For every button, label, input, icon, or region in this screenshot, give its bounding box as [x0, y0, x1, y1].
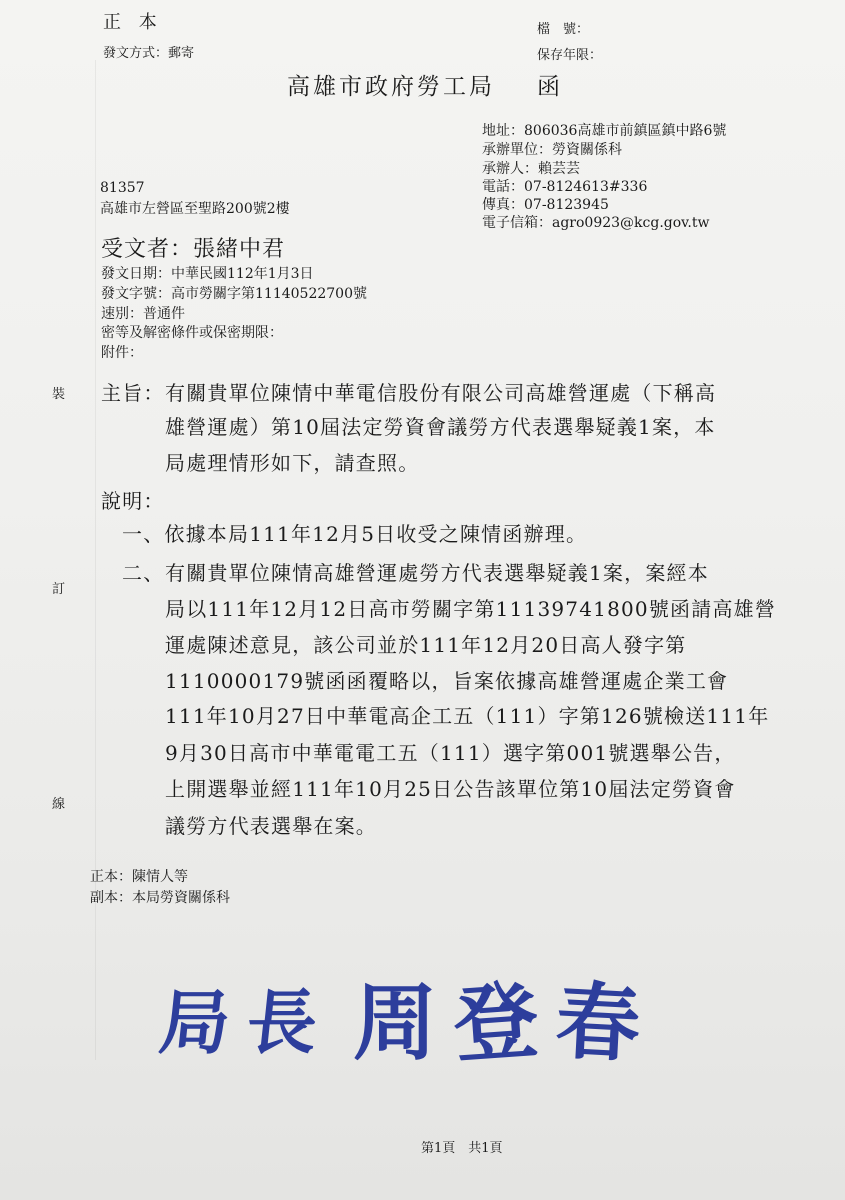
- signature-char: 登: [451, 969, 542, 1075]
- signature-char: 周: [352, 972, 437, 1072]
- original-recipient: 正本：陳情人等: [90, 869, 188, 885]
- subject-line-3: 局處理情形如下，請查照。: [165, 451, 420, 475]
- copy-recipient: 副本：本局勞資關係科: [90, 890, 230, 906]
- handling-unit: 承辦單位：勞資關係科: [482, 142, 622, 158]
- page-number: 第1頁 共1頁: [421, 1141, 503, 1156]
- recipient-address: 高雄市左營區至聖路200號2樓: [100, 201, 290, 217]
- signature-char: 長: [243, 980, 322, 1064]
- file-number-label: 檔 號：: [537, 22, 590, 37]
- explanation-item-2-prefix: 二、: [122, 561, 165, 585]
- retention-label: 保存年限：: [537, 48, 603, 63]
- binding-mark-bind: 裝: [52, 387, 66, 402]
- issue-date: 發文日期：中華民國112年1月3日: [101, 266, 314, 282]
- page-fold-line: [95, 60, 96, 1060]
- fax-number: 傳真：07-8123945: [482, 197, 609, 213]
- director-signature-stamp: [155, 969, 643, 1075]
- explanation-item-2-line-8: 議勞方代表選舉在案。: [165, 814, 377, 838]
- subject-label: 主旨：: [101, 381, 165, 405]
- send-method: 發文方式：郵寄: [103, 46, 195, 61]
- delivery-speed: 速別：普通件: [101, 306, 185, 322]
- explanation-label: 說明：: [101, 489, 165, 513]
- attachment: 附件：: [101, 345, 143, 361]
- recipient-name: 受文者：張緒中君: [101, 237, 286, 262]
- explanation-item-2-line-7: 上開選舉並經111年10月25日公告該單位第10屆法定勞資會: [165, 777, 736, 801]
- doc-type-title: 函: [537, 74, 563, 100]
- signature-char: 春: [553, 970, 643, 1074]
- signature-char: 局: [155, 980, 235, 1064]
- security-level: 密等及解密條件或保密期限：: [101, 325, 283, 341]
- explanation-item-2-line-4: 1110000179號函函覆略以，旨案依據高雄營運處企業工會: [165, 669, 729, 693]
- agency-title: 高雄市政府勞工局: [287, 74, 495, 100]
- explanation-item-2-line-6: 9月30日高市中華電電工五（111）選字第001號選舉公告，: [165, 741, 736, 765]
- explanation-item-1: 一、依據本局111年12月5日收受之陳情函辦理。: [122, 522, 588, 546]
- binding-mark-staple: 訂: [52, 582, 66, 597]
- email-address: 電子信箱：agro0923@kcg.gov.tw: [482, 215, 710, 231]
- subject-line-2: 雄營運處）第10屆法定勞資會議勞方代表選舉疑義1案，本: [165, 415, 716, 439]
- document-number: 發文字號：高市勞關字第11140522700號: [101, 286, 367, 302]
- explanation-item-2-line-5: 111年10月27日中華電高企工五（111）字第126號檢送111年: [165, 704, 770, 728]
- recipient-postal-code: 81357: [100, 180, 145, 196]
- subject-line-1: 有關貴單位陳情中華電信股份有限公司高雄營運處（下稱高: [165, 381, 717, 405]
- handling-officer: 承辦人：賴芸芸: [482, 161, 580, 177]
- binding-mark-line: 線: [52, 797, 66, 812]
- explanation-item-2-line-1: 有關貴單位陳情高雄營運處勞方代表選舉疑義1案，案經本: [165, 561, 709, 585]
- explanation-item-2-line-3: 運處陳述意見，該公司並於111年12月20日高人發字第: [165, 633, 687, 657]
- sender-address: 地址：806036高雄市前鎮區鎮中路6號: [482, 123, 727, 139]
- explanation-item-2-line-2: 局以111年12月12日高市勞關字第11139741800號函請高雄營: [165, 597, 777, 621]
- copy-type-label: 正 本: [103, 12, 163, 33]
- phone-number: 電話：07-8124613#336: [482, 179, 648, 195]
